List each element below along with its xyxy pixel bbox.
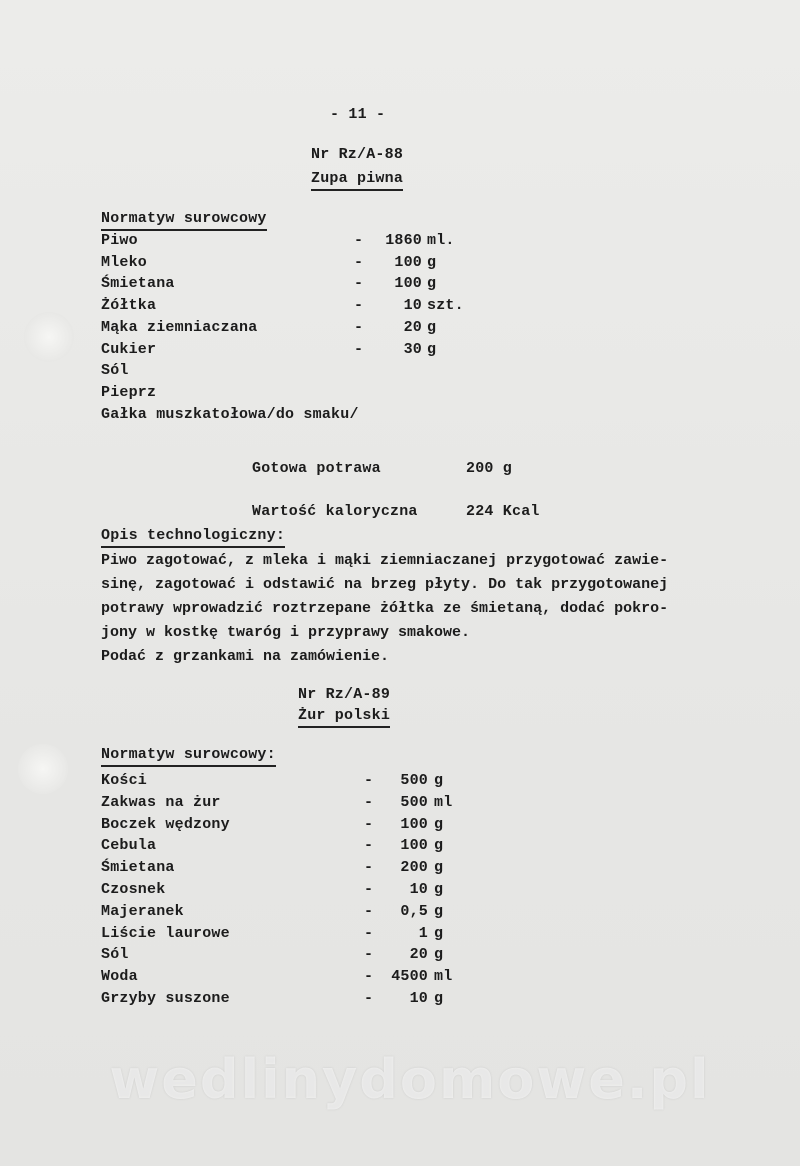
ingredient-unit: g (434, 990, 444, 1007)
punch-hole-bottom (18, 744, 68, 794)
ingredient-dash: - (354, 232, 364, 249)
recipe2-title: Żur polski (298, 707, 390, 728)
ingredient-name: Zakwas na żur (101, 793, 221, 811)
ingredient-quantity: 1860 (385, 232, 422, 249)
ingredient-row (101, 384, 521, 406)
ingredient-row (101, 925, 521, 947)
tech-heading: Opis technologiczny: (101, 527, 285, 548)
ingredient-name: Majeranek (101, 902, 184, 920)
calorie-label: Wartość kaloryczna (252, 503, 418, 520)
ingredient-unit: g (434, 859, 444, 877)
page-number: - 11 - (330, 106, 386, 123)
ingredient-dash: - (354, 340, 364, 358)
ingredient-row (101, 362, 521, 384)
ingredient-dash: - (364, 968, 374, 986)
ingredient-name: Gałka muszkatołowa/do smaku/ (101, 405, 359, 423)
ready-dish-label: Gotowa potrawa (252, 460, 381, 477)
punch-hole-top (24, 312, 74, 362)
ingredient-dash: - (364, 815, 374, 833)
ingredient-dash: - (364, 859, 374, 877)
ingredient-unit: g (434, 902, 444, 920)
ingredient-row (101, 881, 521, 903)
ingredient-dash: - (364, 924, 374, 942)
ingredient-dash: - (364, 946, 374, 964)
tech-line: sinę, zagotować i odstawić na brzeg płyty. Do tak przygotowanej (101, 576, 669, 593)
tech-description (101, 549, 681, 669)
ingredient-quantity: 20 (403, 318, 422, 336)
ingredient-name: Sól (101, 946, 129, 964)
ingredient-dash: - (364, 881, 374, 898)
ingredient-dash: - (354, 253, 364, 271)
ingredient-dash: - (354, 318, 364, 336)
ingredient-unit: ml (434, 968, 453, 986)
ingredient-quantity: 100 (394, 253, 422, 271)
ingredient-unit: g (427, 275, 437, 293)
ingredient-name: Czosnek (101, 881, 166, 898)
ingredient-unit: g (427, 340, 437, 358)
ingredient-dash: - (354, 297, 364, 315)
ingredient-dash: - (364, 772, 374, 789)
calorie-value: 224 Kcal (466, 503, 540, 520)
ingredient-row (101, 232, 521, 254)
ingredient-quantity: 10 (403, 297, 422, 315)
ingredient-unit: g (434, 772, 444, 789)
recipe2-code: Nr Rz/A-89 (298, 686, 391, 703)
ingredient-unit: g (434, 924, 444, 942)
ingredient-row (101, 772, 521, 794)
ingredient-row (101, 275, 521, 297)
ingredient-name: Pieprz (101, 383, 157, 401)
ingredient-quantity: 0,5 (400, 902, 428, 920)
ingredient-name: Mąka ziemniaczana (101, 318, 258, 336)
ingredient-unit: g (434, 946, 444, 964)
ingredient-quantity: 100 (400, 837, 428, 855)
ingredient-name: Grzyby suszone (101, 990, 230, 1007)
ingredient-name: Śmietana (101, 275, 175, 293)
tech-line: Podać z grzankami na zamówienie. (101, 648, 390, 665)
ingredient-dash: - (364, 902, 374, 920)
ingredient-quantity: 200 (400, 859, 428, 877)
ingredient-row (101, 297, 521, 319)
ingredient-unit: g (427, 253, 437, 271)
recipe1-title: Zupa piwna (311, 170, 403, 191)
ingredient-row (101, 968, 521, 990)
ingredient-quantity: 4500 (391, 968, 428, 986)
ingredient-row (101, 254, 521, 276)
ingredient-row (101, 816, 521, 838)
ready-dish-value: 200 g (466, 460, 513, 477)
ingredient-row (101, 859, 521, 881)
ingredient-name: Żółtka (101, 297, 157, 315)
ingredient-name: Woda (101, 968, 138, 986)
ingredient-unit: g (434, 881, 444, 898)
ingredient-quantity: 100 (394, 275, 422, 293)
ingredient-quantity: 500 (400, 793, 428, 811)
ingredient-name: Sól (101, 362, 129, 380)
recipe1-code: Nr Rz/A-88 (311, 146, 404, 163)
ingredient-name: Mleko (101, 253, 148, 271)
recipe1-norm-heading: Normatyw surowcowy (101, 210, 267, 231)
ingredient-unit: g (434, 837, 444, 855)
ingredient-row (101, 903, 521, 925)
recipe2-norm-heading: Normatyw surowcowy: (101, 746, 276, 767)
ingredient-name: Liście laurowe (101, 924, 230, 942)
ingredient-unit: szt. (427, 297, 464, 315)
watermark: wedlinydomowe.pl (109, 1048, 711, 1111)
ingredient-name: Kości (101, 772, 148, 789)
ingredient-dash: - (364, 990, 374, 1007)
tech-line: jony w kostkę twaróg i przyprawy smakowe. (101, 624, 471, 641)
ingredient-unit: ml (434, 793, 453, 811)
tech-line: Piwo zagotować, z mleka i mąki ziemniaczanej przygotować zawie- (101, 552, 669, 569)
ingredient-unit: g (434, 815, 444, 833)
ingredient-quantity: 500 (400, 772, 428, 789)
ingredient-quantity: 20 (409, 946, 428, 964)
ingredient-dash: - (364, 837, 374, 855)
ingredient-dash: - (354, 275, 364, 293)
ingredient-row (101, 837, 521, 859)
ingredient-row (101, 794, 521, 816)
ingredient-name: Piwo (101, 232, 138, 249)
ingredient-quantity: 30 (403, 340, 422, 358)
ingredient-unit: g (427, 318, 437, 336)
ingredient-name: Cebula (101, 837, 157, 855)
ingredient-row (101, 990, 521, 1012)
ingredient-name: Śmietana (101, 859, 175, 877)
ingredient-quantity: 10 (409, 990, 428, 1007)
ingredient-row (101, 406, 521, 428)
ingredient-row (101, 319, 521, 341)
tech-line: potrawy wprowadzić roztrzepane żółtka ze śmietaną, dodać pokro- (101, 600, 669, 617)
ingredient-quantity: 1 (418, 924, 428, 942)
ingredient-dash: - (364, 793, 374, 811)
ingredient-name: Boczek wędzony (101, 815, 230, 833)
ingredient-unit: ml. (427, 232, 455, 249)
ingredient-row (101, 341, 521, 363)
ingredient-row (101, 946, 521, 968)
ingredient-quantity: 10 (409, 881, 428, 898)
ingredient-quantity: 100 (400, 815, 428, 833)
ingredient-name: Cukier (101, 340, 157, 358)
